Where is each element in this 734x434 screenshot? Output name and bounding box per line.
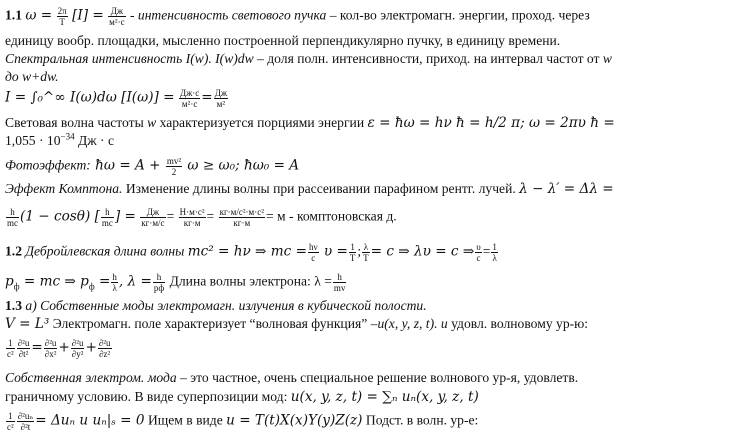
section-number: 1.2 [5,243,22,259]
fraction: $\frac{\lambda}{T}$ [363,242,369,263]
fraction: $\frac{\text{∂²u}}{\text{∂t²}}$ [17,338,30,359]
fraction: $\frac{\text{mv²}}{2}$ [166,156,182,177]
fraction: $\frac{1}{\text{c²}}$ [7,338,14,359]
section-number: 1.1 [5,7,22,23]
line-4: до w+dw. [5,69,59,84]
fraction: $\frac{2\pi}{T}$ [57,6,67,27]
fraction: $\frac{\text{∂²u}}{\text{∂x²}}$ [44,338,57,359]
fraction: $\frac{h\nu}{c}$ [308,242,318,263]
term: Эффект Комптона. [5,181,123,196]
term: а) Собственные моды электромагн. излучения в кубической полости. [22,298,427,313]
line-2: единицу вообр. площадки, мысленно построенной перпендикулярно пучку, в единицу времени. [5,33,561,48]
fraction: $\frac{1}{\lambda}$ [492,242,497,263]
line-14: V = L³ Электромагн. поле характеризует “волновая функция” –u(x, y, z, t). u удовл. волновому ур-ю: [5,316,589,332]
line-5: I = ∫₀^∞ I(ω)dω [I(ω)] = Дж·с м²·с = Дж м² [5,88,228,109]
fraction: Дж кг·м/с [141,207,165,228]
term: Спектральная интенсивность I(w). I(w)dw [5,51,254,66]
line-9: Эффект Комптона. Изменение длины волны при рассеивании парафином рентг. лучей. λ − λ′ = Δλ = [5,181,614,197]
term: Дебройлевская длина волны [22,243,188,259]
line-3: Спектральная интенсивность I(w). I(w)dw – доля полн. интенсивности, приход. на интервал частот от w [5,51,612,66]
fraction: Н·м·с² кг·м [179,207,205,228]
line-6: Световая волна частоты w характеризуется порциями энергии ε = ħω = hν ħ = h/2 π; ω = 2πυ ħ = [5,115,615,131]
line-1: 1.1 ω = $\frac{2\pi}{T}$ [I] = Дж м²·с - интенсивность светового пучка – кол-во электромагн. энергии, проход. через [5,6,590,27]
section-number: 1.3 [5,298,22,313]
line-16: Собственная электром. мода – это частное, очень специальное решение волнового ур-я, удовлетв. [5,370,579,385]
line-11: 1.2 Дебройлевская длина волны mc² = hν ⇒ mc = $\frac{h\nu}{c}$ υ = $\frac{1}{T}$ ; $\frac{\lambda}{T}$ = c ⇒ λυ = c ⇒ $\frac{\upsilon}{c}$ = $\frac{1}{\lambda}$ [5,242,497,263]
fraction: $\frac{1}{T}$ [349,242,356,263]
fraction: $\frac{h}{mc}$ [7,207,18,228]
fraction: $\frac{\text{∂²uₙ}}{\text{∂²t}}$ [17,411,34,432]
line-13 [5,298,427,314]
line-17: граничному условию. В виде суперпозиции мод: u(x, y, z, t) = ∑ₙ uₙ(x, y, z, t) [5,389,479,405]
term: интенсивность светового пучка [137,7,327,23]
fraction: Дж·с м²·с [179,88,200,109]
line-10: $\frac{h}{mc}$ (1 − cosθ) [ $\frac{h}{mc}$ ] = Дж кг·м/с = Н·м·с² кг·м = кг·м/с²·м·с² кг·м = м - комптоновская д. [7,207,397,228]
line-7: $1,055 \cdot 10^{-34}$ Дж · с [5,131,115,148]
fraction: $\frac{h}{\lambda}$ [112,272,117,293]
term: Фотоэффект: [5,157,91,173]
fraction: $\frac{\upsilon}{c}$ [476,242,481,263]
line-12: $p_ф$ = mc ⇒ $p_ф$ = $\frac{h}{\lambda}$ , λ = h pф Длина волны электрона: λ = $\frac{h}{mv}$ [5,272,346,293]
fraction: $\frac{\text{∂²u}}{\text{∂y²}}$ [71,338,84,359]
fraction: $\frac{h}{mv}$ [333,272,346,293]
line-15: $\frac{1}{\text{c²}}$ $\frac{\text{∂²u}}{\text{∂t²}}$ = $\frac{\text{∂²u}}{\text{∂x²}}$ + $\frac{\text{∂²u}}{\text{∂y²}}$ + $\frac{\text{∂²u}}{\text{∂z²}}$ [7,338,111,359]
fraction: $\frac{\text{∂²u}}{\text{∂z²}}$ [98,338,111,359]
fraction: h pф [153,272,165,293]
line-18: $\frac{1}{\text{c²}}$ $\frac{\text{∂²uₙ}}{\text{∂²t}}$ = Δuₙ и uₙ|ₛ = 0 Ищем в виде u = T(t)X(x)Y(y)Z(z) Подст. в волн. ур-е: [7,411,479,432]
line-8: Фотоэффект: ħω = A + $\frac{\text{mv²}}{2}$ ω ≥ ω₀; ħω₀ = A [5,156,300,177]
fraction: Дж м²·с [109,6,125,27]
term: Собственная электром. мода [5,370,177,385]
fraction: $\frac{1}{\text{c²}}$ [7,411,14,432]
fraction: Дж м² [214,88,228,109]
fraction: кг·м/с²·м·с² кг·м [219,207,264,228]
fraction: $\frac{h}{mc}$ [101,207,113,228]
